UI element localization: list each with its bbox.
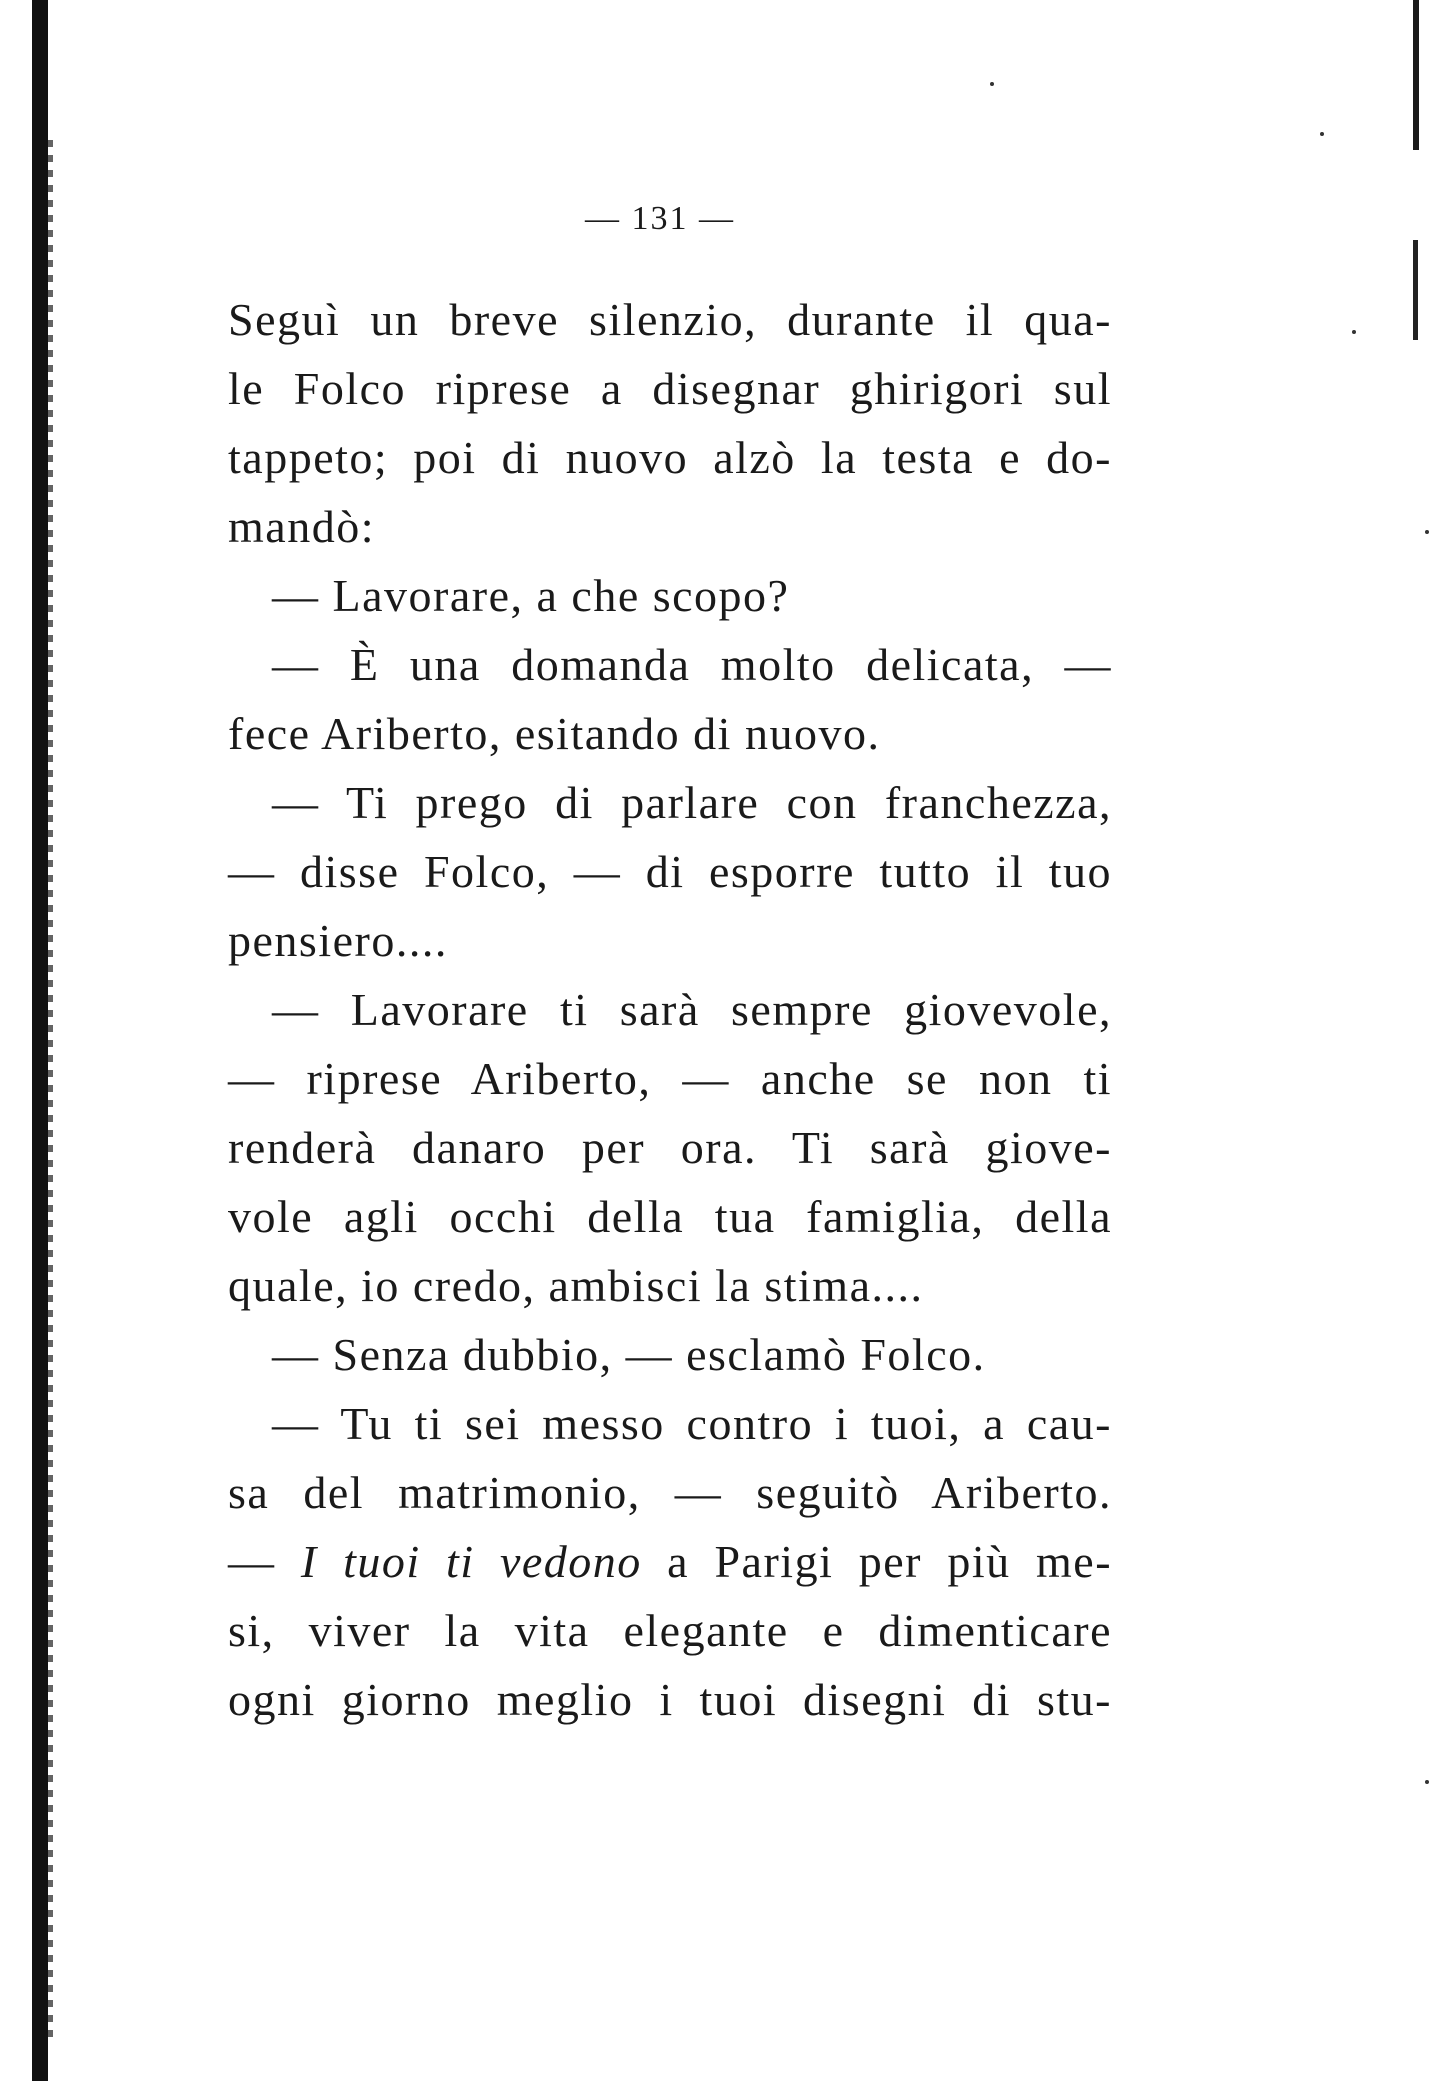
text-line-14: vole agli occhi della tua famiglia, della <box>228 1191 1112 1242</box>
scan-binding-edge-left <box>32 0 48 2081</box>
text-line-13: renderà danaro per ora. Ti sarà giove- <box>228 1122 1112 1173</box>
text-line-12: — riprese Ariberto, — anche se non ti <box>228 1053 1112 1104</box>
scan-edge-right-top <box>1413 0 1419 150</box>
page-number: — 131 — <box>585 200 735 237</box>
text-line-5: — Lavorare, a che scopo? <box>272 570 790 621</box>
text-line-16: — Senza dubbio, — esclamò Folco. <box>272 1329 986 1380</box>
scan-speck <box>1352 330 1356 334</box>
body-text <box>228 285 1112 1734</box>
text-line-11: — Lavorare ti sarà sempre giovevole, <box>272 984 1112 1035</box>
text-line-15: quale, io credo, ambisci la stima.... <box>228 1260 924 1311</box>
scan-speck <box>1425 530 1429 534</box>
text-line-2: le Folco riprese a disegnar ghirigori sul <box>228 363 1112 414</box>
text-line-18: sa del matrimonio, — seguitò Ariberto. <box>228 1467 1112 1518</box>
text-line-17: — Tu ti sei messo contro i tuoi, a cau- <box>272 1398 1112 1449</box>
text-line-21: ogni giorno meglio i tuoi disegni di stu- <box>228 1674 1112 1725</box>
text-line-3: tappeto; poi di nuovo alzò la testa e do- <box>228 432 1112 483</box>
text-line-19-dash: — <box>228 1536 301 1587</box>
scan-edge-right-mid <box>1413 240 1418 340</box>
text-line-9: — disse Folco, — di esporre tutto il tuo <box>228 846 1112 897</box>
text-line-10: pensiero.... <box>228 915 448 966</box>
text-line-1: Seguì un breve silenzio, durante il qua- <box>228 294 1112 345</box>
scan-binding-shadow <box>48 140 53 2040</box>
text-line-20: si, viver la vita elegante e dimenticare <box>228 1605 1112 1656</box>
text-line-4: mandò: <box>228 501 375 552</box>
text-line-19-italic: I tuoi ti vedono <box>300 1536 642 1587</box>
scan-speck <box>1320 132 1324 136</box>
text-line-8: — Ti prego di parlare con franchezza, <box>272 777 1112 828</box>
text-line-7: fece Ariberto, esitando di nuovo. <box>228 708 881 759</box>
text-line-6: — È una domanda molto delicata, — <box>272 639 1112 690</box>
text-line-19-rest: a Parigi per più me- <box>641 1536 1113 1587</box>
text-line-19 <box>228 1527 1112 1596</box>
scan-speck <box>1425 1780 1429 1784</box>
scan-speck <box>990 82 994 86</box>
